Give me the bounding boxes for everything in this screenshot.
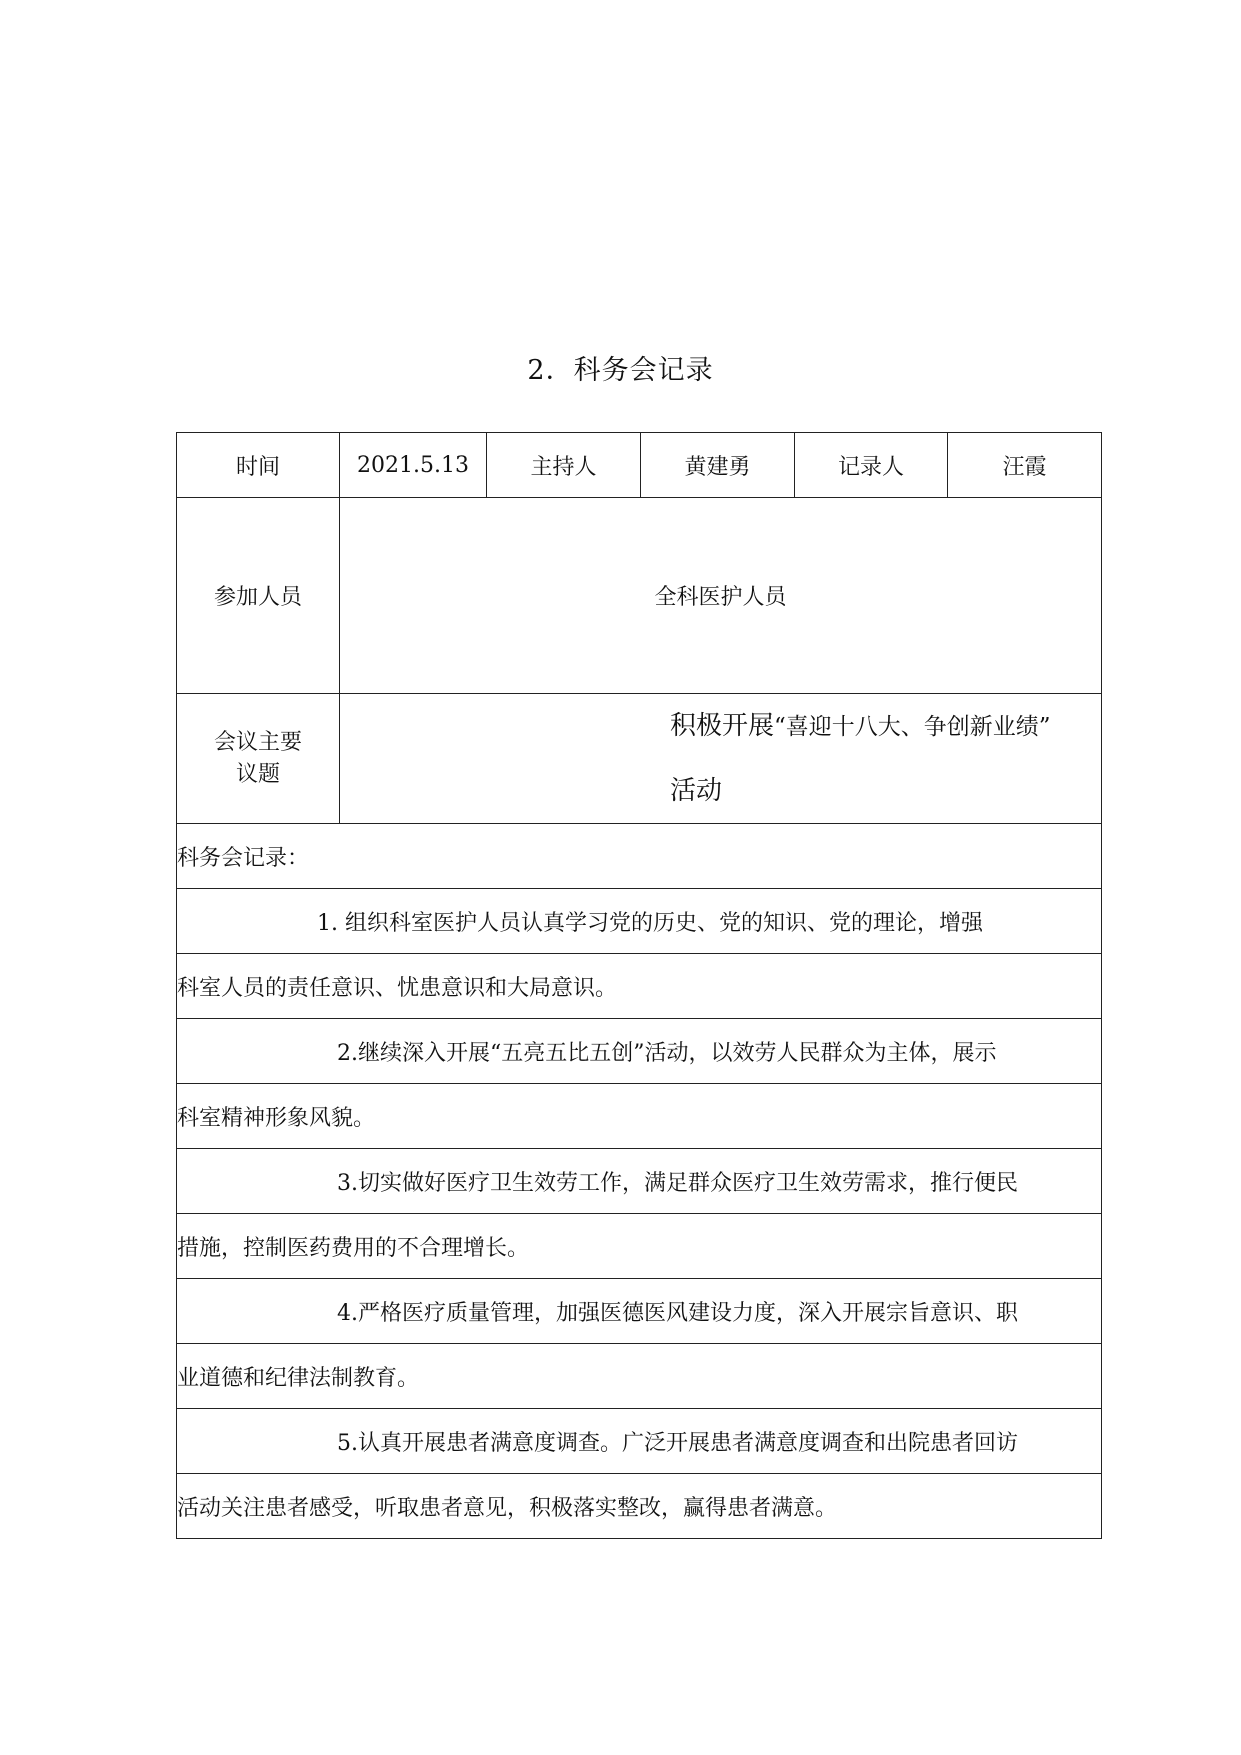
minutes-item-row bbox=[177, 1279, 1102, 1344]
topic-label-line2: 议题 bbox=[235, 761, 280, 787]
topic-value bbox=[340, 694, 1102, 824]
minutes-item-row bbox=[177, 1474, 1102, 1539]
minutes-item-row bbox=[177, 1084, 1102, 1149]
minutes-item-4-line1: 4.严格医疗质量管理，加强医德医风建设力度，深入开展宗旨意识、职 bbox=[177, 1279, 1102, 1344]
minutes-item-1-line1: 1. 组织科室医护人员认真学习党的历史、党的知识、党的理论，增强 bbox=[177, 889, 1102, 954]
meeting-record-table bbox=[176, 432, 1102, 1539]
minutes-item-row bbox=[177, 889, 1102, 954]
minutes-item-row bbox=[177, 1409, 1102, 1474]
recorder-value: 汪霞 bbox=[948, 433, 1102, 498]
host-label: 主持人 bbox=[487, 433, 641, 498]
minutes-item-2-line1: 2.继续深入开展“五亮五比五创”活动，以效劳人民群众为主体，展示 bbox=[177, 1019, 1102, 1084]
minutes-item-3-line1: 3.切实做好医疗卫生效劳工作，满足群众医疗卫生效劳需求，推行便民 bbox=[177, 1149, 1102, 1214]
topic-value-part2: “喜迎十八大、争创新业绩” bbox=[774, 714, 1051, 740]
minutes-item-row bbox=[177, 1344, 1102, 1409]
minutes-item-3-line2: 措施，控制医药费用的不合理增长。 bbox=[177, 1214, 1102, 1279]
header-row bbox=[177, 433, 1102, 498]
topic-label bbox=[177, 694, 340, 824]
topic-value-line1 bbox=[670, 694, 1101, 759]
minutes-item-row bbox=[177, 1019, 1102, 1084]
recorder-label: 记录人 bbox=[795, 433, 948, 498]
host-value: 黄建勇 bbox=[641, 433, 795, 498]
attendees-label: 参加人员 bbox=[177, 498, 340, 694]
minutes-item-2-line2: 科室精神形象风貌。 bbox=[177, 1084, 1102, 1149]
topic-value-line2: 活动 bbox=[670, 776, 723, 806]
page-title: 2．科务会记录 bbox=[527, 355, 714, 386]
topic-label-line1: 会议主要 bbox=[213, 729, 302, 755]
minutes-heading: 科务会记录： bbox=[177, 824, 1102, 889]
minutes-item-4-line2: 业道德和纪律法制教育。 bbox=[177, 1344, 1102, 1409]
minutes-item-1-line2: 科室人员的责任意识、忧患意识和大局意识。 bbox=[177, 954, 1102, 1019]
attendees-row bbox=[177, 498, 1102, 694]
time-label: 时间 bbox=[177, 433, 340, 498]
minutes-heading-row bbox=[177, 824, 1102, 889]
minutes-item-row bbox=[177, 954, 1102, 1019]
attendees-value: 全科医护人员 bbox=[340, 498, 1102, 694]
topic-value-part1: 积极开展 bbox=[670, 711, 775, 741]
minutes-item-5-line1: 5.认真开展患者满意度调查。广泛开展患者满意度调查和出院患者回访 bbox=[177, 1409, 1102, 1474]
minutes-item-row bbox=[177, 1149, 1102, 1214]
topic-row bbox=[177, 694, 1102, 824]
minutes-item-row bbox=[177, 1214, 1102, 1279]
minutes-item-5-line2: 活动关注患者感受，听取患者意见，积极落实整改，赢得患者满意。 bbox=[177, 1474, 1102, 1539]
time-value: 2021.5.13 bbox=[340, 433, 487, 498]
